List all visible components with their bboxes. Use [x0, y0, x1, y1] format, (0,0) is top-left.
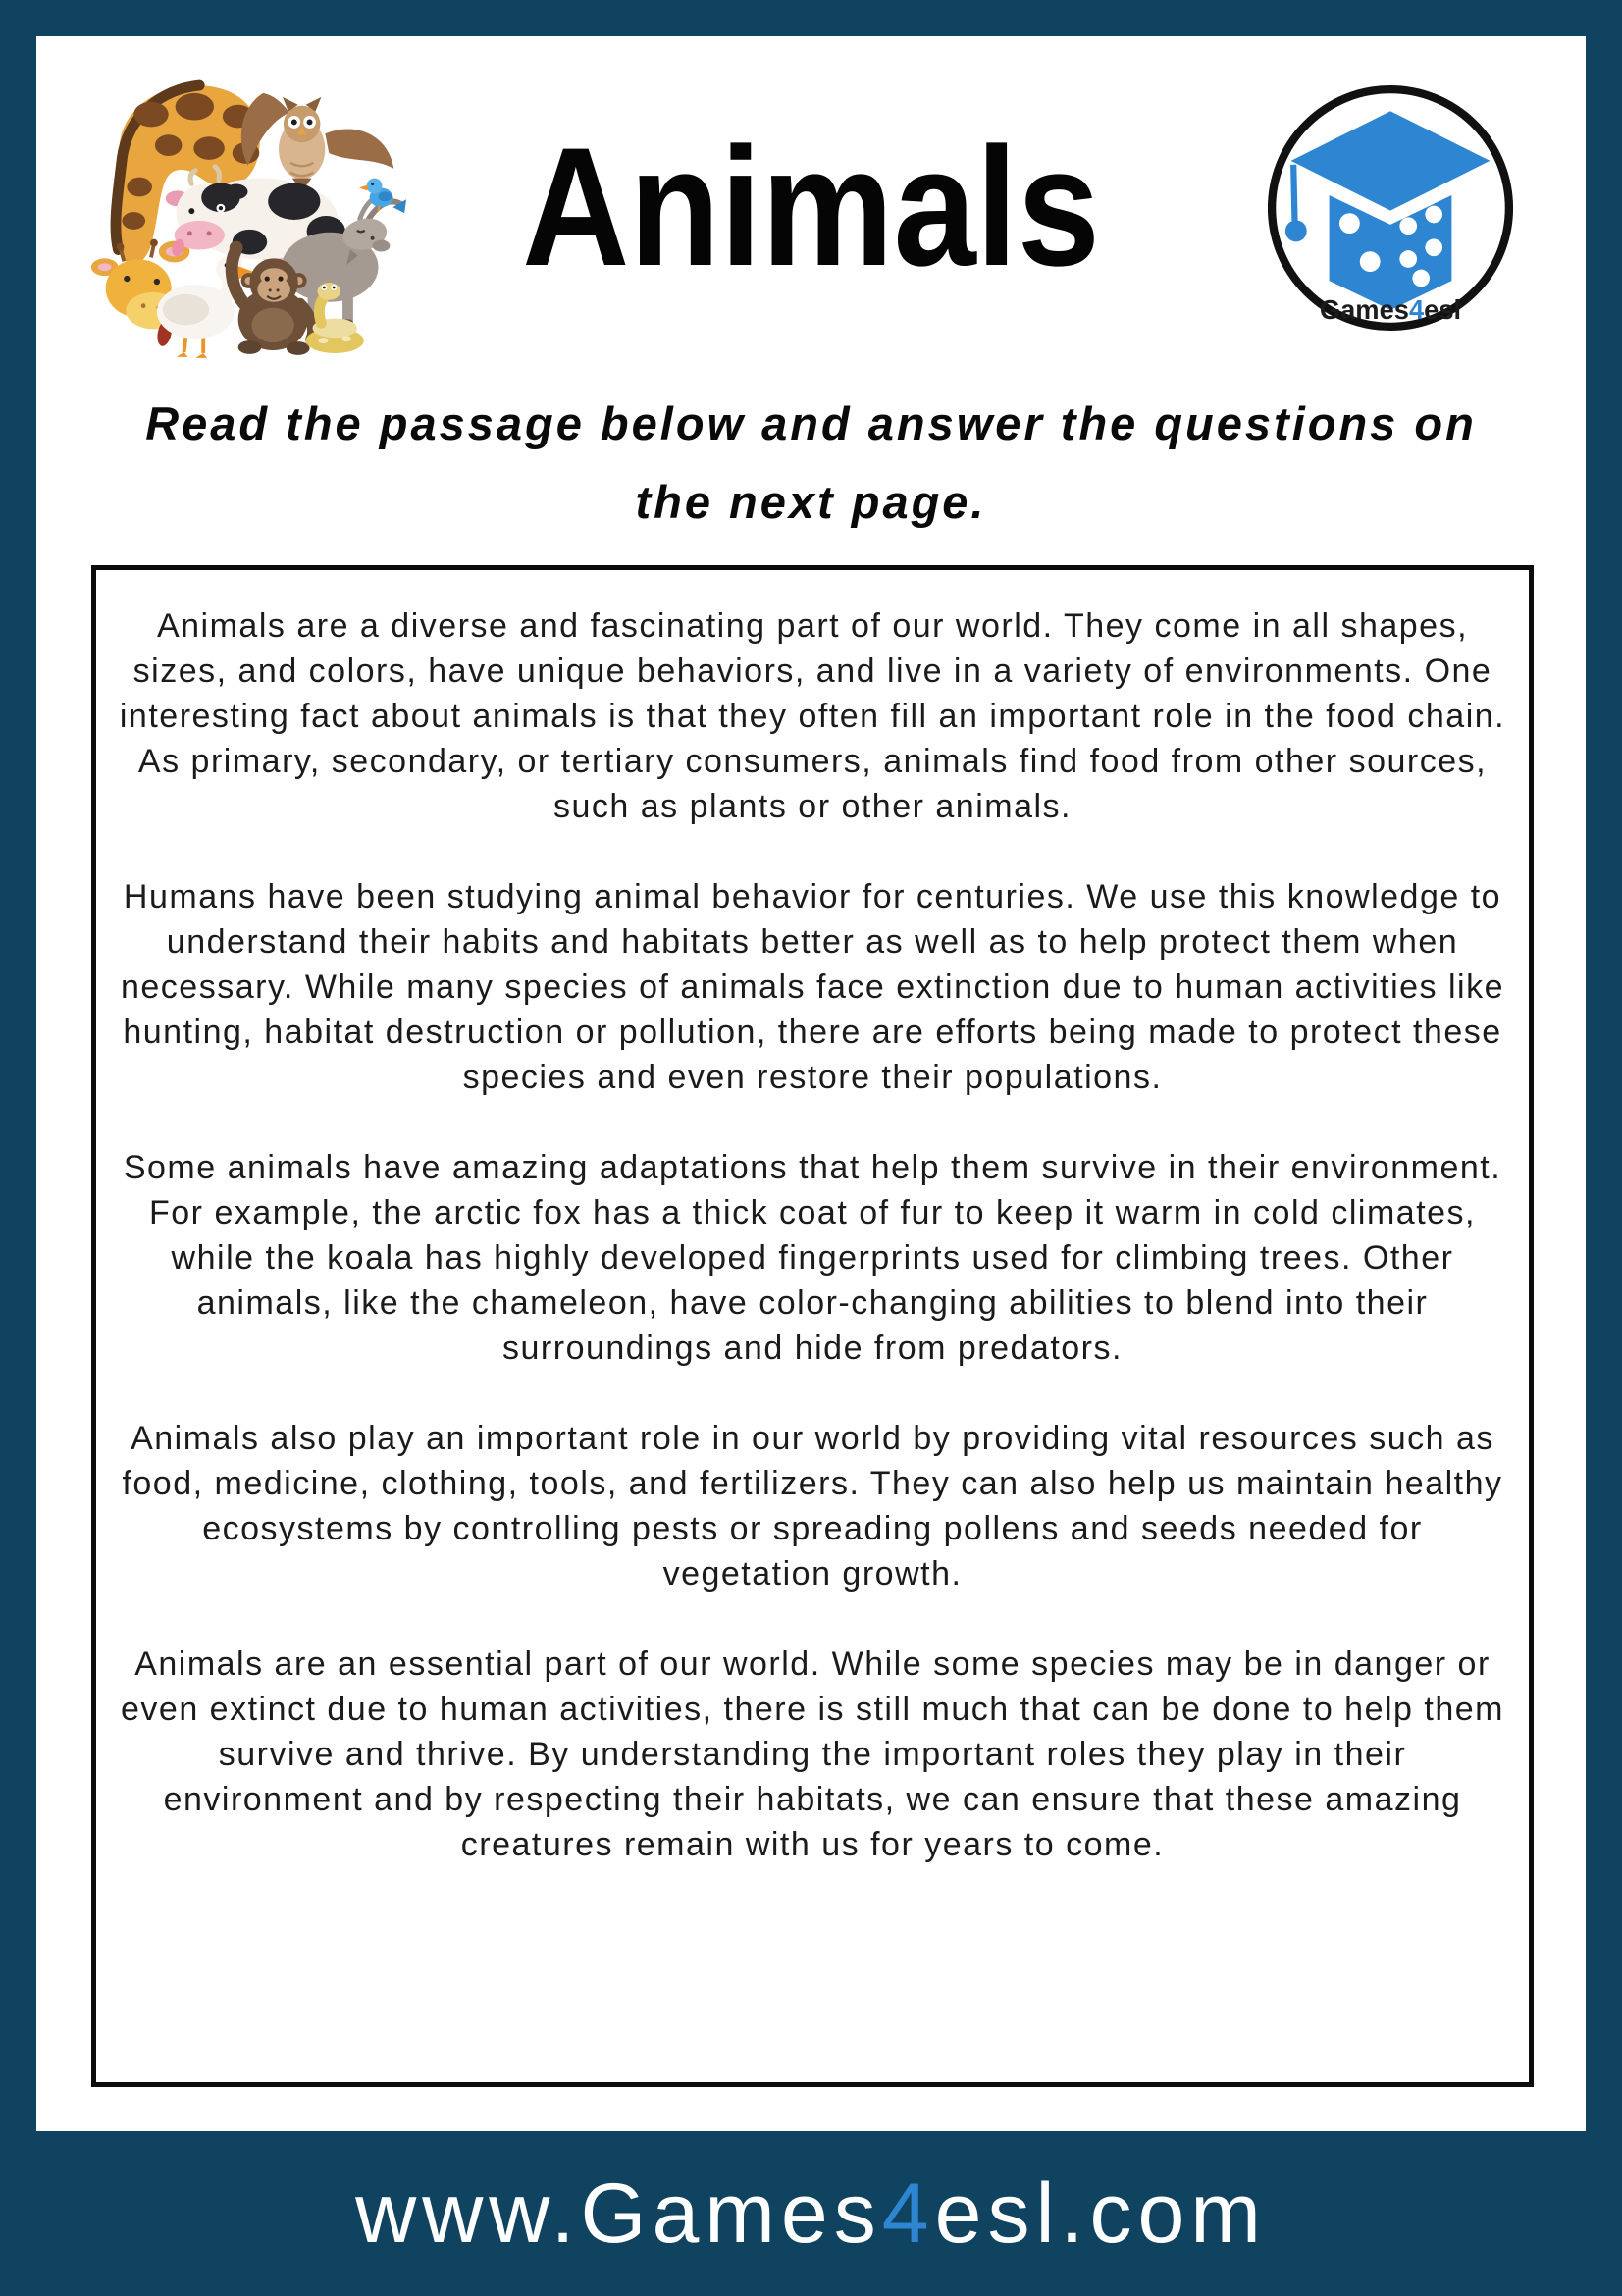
passage-paragraph-1: Animals are a diverse and fascinating part of our world. They come in all shapes, sizes, and colors, have unique behaviors, and live in a variety of environments. One interesting fact about animals is that they often fill an important role in the food chain. As primary, secondary, or tertiary consumers, animals find food from other sources, such as plants or other animals.: [119, 607, 1506, 825]
instruction-line-1: Read the passage below and answer the questions on: [145, 397, 1477, 449]
page-title: Animals: [522, 113, 1100, 301]
footer-url-digit: 4: [881, 2166, 935, 2261]
passage-box: [91, 565, 1534, 2087]
logo-wordmark: Games4esl: [1319, 294, 1462, 326]
footer-url: www.Games4esl.com: [355, 2166, 1267, 2261]
games4esl-logo: [1263, 80, 1518, 336]
tassel-icon: [1293, 165, 1294, 221]
passage-paragraph-4: Animals also play an important role in our world by providing vital resources such as food, medicine, clothing, tools, and fertilizers. They can also help us maintain healthy ecosystems by controlling pests or spreading pollens and seeds needed for vegetation growth.: [122, 1420, 1503, 1592]
passage-paragraph-3: Some animals have amazing adaptations that help them survive in their environment. For example, the arctic fox has a thick coat of fur to keep it warm in cold climates, while the koala has highly developed fingerprints used for climbing trees. Other animals, like the chameleon, have color-changing abilities to blend into their surroundings and hide from predators.: [123, 1149, 1502, 1367]
passage-paragraph-5: Animals are an essential part of our world. While some species may be in danger or even extinct due to human activities, there is still much that can be done to help them survive and thrive. By understanding the important roles they play in their environment and by respecting their habitats, we can ensure that these amazing creatures remain with us for years to come.: [121, 1645, 1504, 1863]
passage-paragraph-2: Humans have been studying animal behavior for centuries. We use this knowledge to understand their habits and habitats better as well as to help protect them when necessary. While many species of animals face extinction due to human activities like hunting, habitat destruction or pollution, there are efforts being made to protect these species and even restore their populations.: [120, 878, 1505, 1096]
instruction-line-2: the next page.: [635, 476, 987, 528]
instruction-heading: [36, 385, 1586, 542]
content-page: [36, 36, 1586, 2131]
footer-band: [0, 2131, 1622, 2296]
